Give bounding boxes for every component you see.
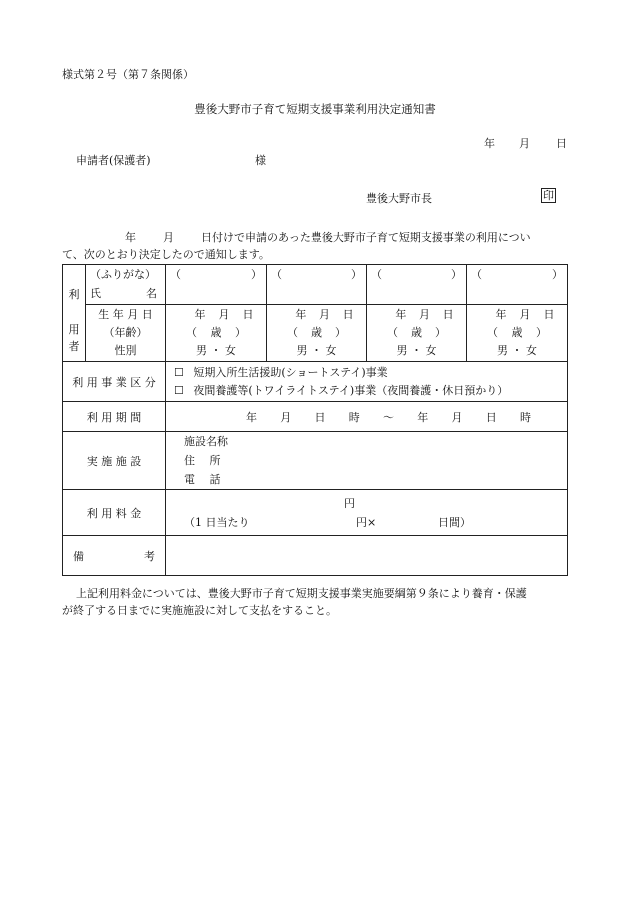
user-header-top	[63, 265, 86, 305]
day-unit: 日	[543, 308, 555, 321]
paren-open: （	[271, 267, 282, 281]
footer-line2: が終了する日までに実施施設に対して支払をすること。	[62, 604, 337, 617]
paren-close: ）	[335, 326, 346, 339]
period-unit: 月	[451, 410, 463, 424]
month-unit: 月	[418, 308, 430, 321]
paren-close: ）	[451, 267, 462, 281]
facility-label: 実 施 施 設	[63, 432, 166, 490]
checkbox-icon[interactable]: ☐	[174, 365, 184, 379]
fee-row	[63, 490, 568, 536]
day-unit: 日	[242, 308, 254, 321]
seal-text: 印	[543, 189, 554, 202]
furigana-cell-4[interactable]	[467, 265, 568, 283]
fee-per-day-label: （1 日当たり	[184, 515, 250, 529]
remarks-label	[63, 536, 166, 576]
age-unit: 歳	[511, 326, 523, 339]
paren-close: ）	[552, 267, 563, 281]
name-label-char-1: 氏	[90, 287, 101, 301]
name-cell-3[interactable]	[367, 283, 467, 305]
day-unit: 日	[342, 308, 354, 321]
service-type-row	[63, 362, 568, 402]
paren-open: （	[387, 326, 398, 339]
intro-line1: 日付けで申請のあった豊後大野市子育て短期支援事業の利用につい	[201, 231, 531, 244]
paren-close: ）	[536, 326, 547, 339]
document-title: 豊後大野市子育て短期支援事業利用決定通知書	[194, 102, 436, 116]
paren-open: （	[371, 267, 382, 281]
paren-open: （	[487, 326, 498, 339]
month-unit: 月	[318, 308, 330, 321]
period-row	[63, 402, 568, 432]
period-unit: 年	[417, 410, 429, 424]
user-header-char-1: 利	[68, 287, 80, 301]
month-unit: 月	[218, 308, 230, 321]
period-unit: 年	[246, 410, 257, 424]
form-number: 様式第２号（第７条関係）	[62, 68, 194, 81]
intro-month-unit: 月	[163, 231, 174, 244]
paren-open: （	[287, 326, 298, 339]
furigana-cell-1[interactable]	[166, 265, 267, 283]
user-header-char-3: 者	[68, 339, 80, 353]
year-unit: 年	[395, 308, 407, 321]
day-unit: 日	[442, 308, 454, 321]
user-header-char-2: 用	[68, 322, 80, 336]
facility-value[interactable]	[166, 432, 568, 490]
paren-close: ）	[351, 267, 362, 281]
period-separator: 〜	[383, 410, 394, 424]
remarks-label-char-1: 備	[73, 549, 84, 563]
paren-close: ）	[251, 267, 262, 281]
year-unit: 年	[495, 308, 507, 321]
service-type-label: 利 用 事 業 区 分	[63, 362, 166, 402]
name-cell-4[interactable]	[467, 283, 568, 305]
birth-cell-2[interactable]	[267, 305, 367, 362]
birth-cell-3[interactable]	[367, 305, 467, 362]
facility-name-label: 施設名称	[184, 435, 228, 448]
seal-mark	[541, 188, 556, 203]
name-cell-2[interactable]	[267, 283, 367, 305]
recipient-label: 申請者(保護者)	[76, 154, 151, 167]
decision-table	[62, 264, 568, 576]
furigana-cell-3[interactable]	[367, 265, 467, 283]
name-cell-1[interactable]	[166, 283, 267, 305]
user-header-bottom	[63, 305, 86, 362]
age-label: （年齢）	[103, 326, 148, 339]
facility-address-label: 住 所	[184, 454, 221, 467]
period-unit: 時	[348, 410, 360, 424]
paren-close: ）	[435, 326, 446, 339]
name-row	[63, 283, 568, 305]
furigana-label: （ふりがな）	[86, 265, 166, 283]
birth-cell-1[interactable]	[166, 305, 267, 362]
date-year-unit: 年	[484, 137, 495, 150]
paren-close: ）	[235, 326, 246, 339]
service-option-shortstay[interactable]	[174, 364, 567, 382]
birth-age-sex-label	[86, 305, 166, 362]
year-unit: 年	[194, 308, 206, 321]
period-unit: 月	[280, 410, 292, 424]
age-unit: 歳	[210, 326, 222, 339]
birth-cell-4[interactable]	[467, 305, 568, 362]
recipient-honorific: 様	[255, 154, 266, 167]
service-option-label: 短期入所生活援助(ショートステイ)事業	[193, 365, 388, 379]
service-option-label: 夜間養護等(トワイライトステイ)事業（夜間養護・休日預かり）	[193, 383, 509, 397]
name-label-char-2: 名	[146, 287, 157, 301]
furigana-row	[63, 265, 568, 283]
period-unit: 時	[520, 410, 531, 424]
fee-value[interactable]	[166, 490, 568, 536]
paren-open: （	[170, 267, 181, 281]
intro-line2: て、次のとおり決定したので通知します。	[62, 248, 270, 261]
paren-open: （	[186, 326, 197, 339]
paren-open: （	[471, 267, 482, 281]
year-unit: 年	[295, 308, 307, 321]
fee-days-label: 日間）	[438, 515, 471, 529]
age-unit: 歳	[411, 326, 422, 339]
sex-label: 性別	[114, 344, 137, 357]
date-month-unit: 月	[519, 137, 530, 150]
fee-times-label: 円×	[356, 515, 377, 529]
fee-yen-unit: 円	[344, 496, 355, 510]
checkbox-icon[interactable]: ☐	[174, 383, 184, 397]
service-option-twilight[interactable]	[174, 382, 567, 400]
remarks-value[interactable]	[166, 536, 568, 576]
facility-phone-label: 電 話	[184, 473, 221, 486]
birth-row	[63, 305, 568, 362]
remarks-row	[63, 536, 568, 576]
sex-choice[interactable]: 男 ・ 女	[196, 344, 236, 357]
birth-label: 生 年 月 日	[98, 308, 153, 321]
sex-choice[interactable]: 男 ・ 女	[296, 344, 337, 357]
name-label	[86, 283, 166, 305]
month-unit: 月	[519, 308, 531, 321]
sex-choice[interactable]: 男 ・ 女	[396, 344, 437, 357]
fee-label: 利 用 料 金	[63, 490, 166, 536]
remarks-label-char-2: 考	[144, 549, 155, 563]
intro-year-unit: 年	[125, 231, 136, 244]
period-label: 利 用 期 間	[63, 402, 166, 432]
sex-choice[interactable]: 男 ・ 女	[497, 344, 537, 357]
period-unit: 日	[485, 410, 497, 424]
footer-line1: 上記利用料金については、豊後大野市子育て短期支援事業実施要綱第９条により養育・保護	[76, 587, 527, 600]
facility-row	[63, 432, 568, 490]
period-value[interactable]	[166, 402, 568, 432]
date-day-unit: 日	[556, 137, 567, 150]
age-unit: 歳	[311, 326, 322, 339]
period-unit: 日	[314, 410, 326, 424]
issuer-name: 豊後大野市長	[366, 192, 432, 205]
service-type-options	[166, 362, 568, 402]
furigana-cell-2[interactable]	[267, 265, 367, 283]
